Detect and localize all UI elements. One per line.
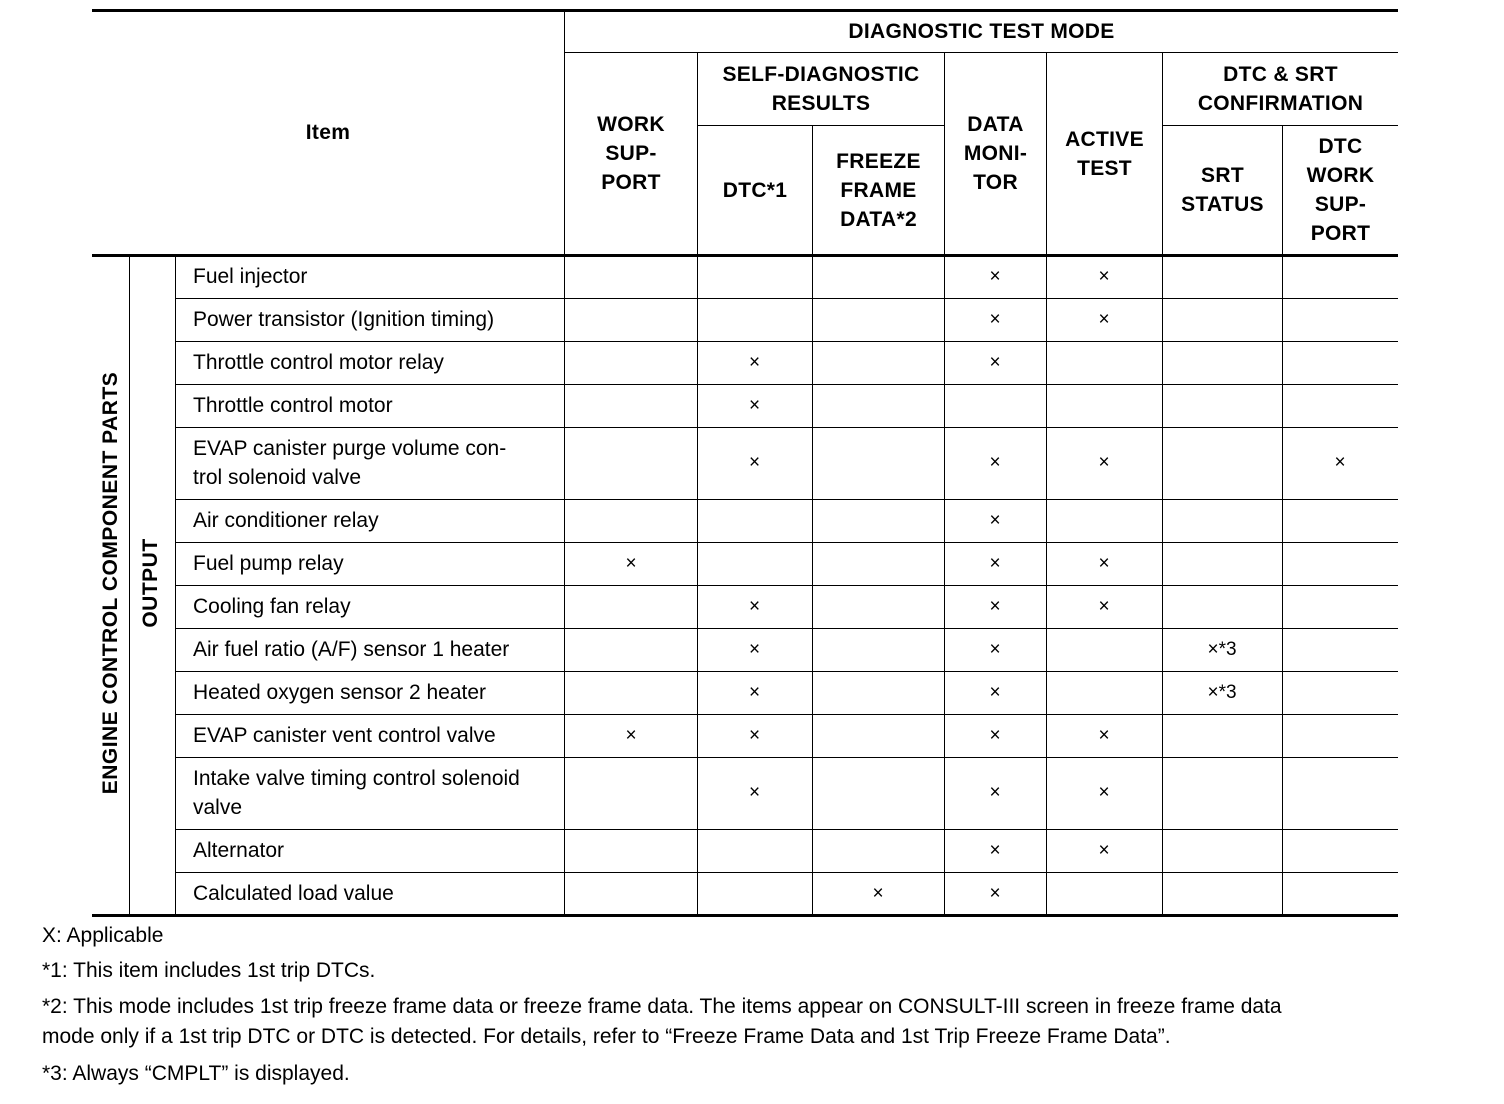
row-cell: [697, 542, 812, 585]
row-cell: [1282, 255, 1398, 298]
row-cell: ×: [1098, 724, 1110, 746]
row-cell: ×: [989, 308, 1001, 330]
row-cell: [565, 427, 697, 499]
row-cell: [1282, 628, 1398, 671]
row-cell: [565, 872, 697, 915]
row-cell: ×*3: [1207, 638, 1237, 660]
row-cell: [1162, 714, 1282, 757]
row-cell: ×: [989, 839, 1001, 861]
row-cell: [1162, 757, 1282, 829]
row-cell: ×: [989, 452, 1001, 473]
row-cell: ×: [1098, 782, 1110, 803]
row-item-label: Alternator: [193, 839, 285, 862]
header-freeze-frame-data: FREEZE FRAME DATA*2: [836, 149, 921, 231]
row-cell: [812, 714, 944, 757]
header-item: Item: [305, 120, 351, 144]
row-cell: ×: [1334, 452, 1346, 473]
row-cell: [565, 628, 697, 671]
row-cell: [1282, 714, 1398, 757]
row-cell: [1282, 671, 1398, 714]
row-cell: ×: [1098, 552, 1110, 574]
header-active-test: ACTIVE TEST: [1065, 127, 1144, 180]
row-cell: ×*3: [1207, 681, 1237, 703]
row-cell: [812, 298, 944, 341]
group-line-1: [129, 255, 130, 915]
note-1: *1: This item includes 1st trip DTCs.: [42, 959, 376, 982]
row-cell: [1046, 341, 1162, 384]
header-data-monitor: DATA MONI- TOR: [963, 113, 1028, 194]
row-cell: [565, 499, 697, 542]
note-3: *3: Always “CMPLT” is displayed.: [42, 1062, 350, 1085]
header-dtc-work-support: DTC WORK SUP- PORT: [1306, 135, 1375, 245]
row-cell: [812, 585, 944, 628]
row-cell: ×: [989, 552, 1001, 574]
row-cell: [565, 255, 697, 298]
header-self-diagnostic-results: SELF-DIAGNOSTIC RESULTS: [722, 63, 920, 115]
row-cell: [1282, 499, 1398, 542]
row-cell: [812, 341, 944, 384]
note-2: *2: This mode includes 1st trip freeze frame data or freeze frame data. The items appear on CONSULT-III screen in freeze frame data mode only if a 1st trip DTC or DTC is detected. For details, refer to “Freeze Frame Data and 1st Trip Freeze Frame Data”.: [42, 995, 1282, 1048]
row-cell: ×: [748, 681, 761, 703]
row-cell: [1162, 427, 1282, 499]
row-cell: [1046, 671, 1162, 714]
row-item-label: Calculated load value: [193, 882, 394, 905]
row-cell: ×: [989, 782, 1001, 803]
row-cell: ×: [989, 351, 1001, 373]
row-cell: [812, 427, 944, 499]
header-diagnostic-test-mode: DIAGNOSTIC TEST MODE: [848, 19, 1115, 43]
row-item-label: Air conditioner relay: [193, 509, 379, 532]
row-cell: [1282, 829, 1398, 872]
row-cell: ×: [1098, 308, 1110, 330]
row-cell: [565, 829, 697, 872]
row-item-label: EVAP canister vent control valve: [193, 724, 496, 747]
row-cell: [1282, 585, 1398, 628]
row-cell: [1162, 872, 1282, 915]
row-cell: ×: [989, 724, 1001, 746]
row-cell: [812, 499, 944, 542]
row-cell: [1282, 341, 1398, 384]
row-cell: [812, 671, 944, 714]
row-item-label: EVAP canister purge volume con- trol solenoid valve: [193, 437, 507, 489]
row-cell: ×: [748, 724, 761, 746]
row-cell: ×: [625, 724, 637, 746]
row-cell: [1162, 298, 1282, 341]
row-cell: [944, 384, 1046, 427]
row-cell: [1282, 298, 1398, 341]
row-cell: [1162, 542, 1282, 585]
row-item-label: Throttle control motor relay: [193, 351, 444, 374]
row-cell: ×: [989, 265, 1001, 287]
row-cell: ×: [1098, 452, 1110, 473]
header-srt-status: SRT STATUS: [1181, 164, 1264, 216]
row-cell: [697, 829, 812, 872]
subgroup-label-output: OUTPUT: [139, 538, 162, 628]
row-cell: [565, 341, 697, 384]
row-item-label: Throttle control motor: [193, 394, 393, 417]
row-cell: [565, 585, 697, 628]
row-cell: ×: [1098, 595, 1110, 617]
row-cell: ×: [989, 882, 1001, 904]
row-cell: [1162, 499, 1282, 542]
row-cell: ×: [748, 638, 761, 660]
row-item-label: Intake valve timing control solenoid valve: [193, 767, 520, 819]
row-cell: [1162, 255, 1282, 298]
row-cell: [1282, 384, 1398, 427]
row-cell: [1282, 757, 1398, 829]
row-cell: [1282, 542, 1398, 585]
row-cell: [1046, 872, 1162, 915]
row-cell: [812, 542, 944, 585]
row-cell: [1046, 628, 1162, 671]
row-item-label: Heated oxygen sensor 2 heater: [193, 681, 487, 704]
row-item-label: Air fuel ratio (A/F) sensor 1 heater: [193, 638, 510, 661]
row-cell: ×: [989, 638, 1001, 660]
row-cell: [812, 384, 944, 427]
row-cell: ×: [989, 509, 1001, 531]
row-cell: ×: [748, 595, 761, 617]
row-cell: [1162, 585, 1282, 628]
row-cell: [812, 829, 944, 872]
row-cell: [812, 757, 944, 829]
row-cell: [1282, 872, 1398, 915]
row-cell: ×: [748, 452, 761, 473]
row-item-label: Fuel pump relay: [193, 552, 344, 575]
row-cell: ×: [1098, 839, 1110, 861]
header-dtc-srt-confirmation: DTC & SRT CONFIRMATION: [1197, 63, 1364, 115]
row-cell: [697, 298, 812, 341]
row-cell: [565, 298, 697, 341]
header-work-support: WORK SUP- PORT: [597, 113, 665, 194]
row-cell: [812, 255, 944, 298]
row-cell: [1162, 829, 1282, 872]
row-cell: ×: [748, 351, 761, 373]
row-cell: ×: [872, 882, 884, 904]
row-cell: [565, 757, 697, 829]
row-cell: ×: [625, 552, 637, 574]
row-cell: ×: [748, 394, 761, 416]
row-cell: [697, 872, 812, 915]
row-cell: [565, 671, 697, 714]
note-applicable: X: Applicable: [42, 924, 164, 947]
row-cell: ×: [1098, 265, 1110, 287]
row-cell: [1046, 499, 1162, 542]
row-cell: ×: [989, 681, 1001, 703]
row-cell: [565, 384, 697, 427]
group-label-engine-control: ENGINE CONTROL COMPONENT PARTS: [99, 371, 122, 795]
row-cell: [1162, 341, 1282, 384]
row-item-label: Fuel injector: [193, 265, 308, 288]
row-item-label: Cooling fan relay: [193, 595, 351, 618]
row-cell: [697, 255, 812, 298]
row-cell: [1162, 384, 1282, 427]
row-cell: [812, 628, 944, 671]
row-cell: ×: [989, 595, 1001, 617]
row-cell: ×: [748, 782, 761, 803]
row-item-label: Power transistor (Ignition timing): [193, 308, 495, 331]
header-dtc: DTC*1: [722, 178, 788, 202]
row-cell: [1046, 384, 1162, 427]
row-cell: [697, 499, 812, 542]
